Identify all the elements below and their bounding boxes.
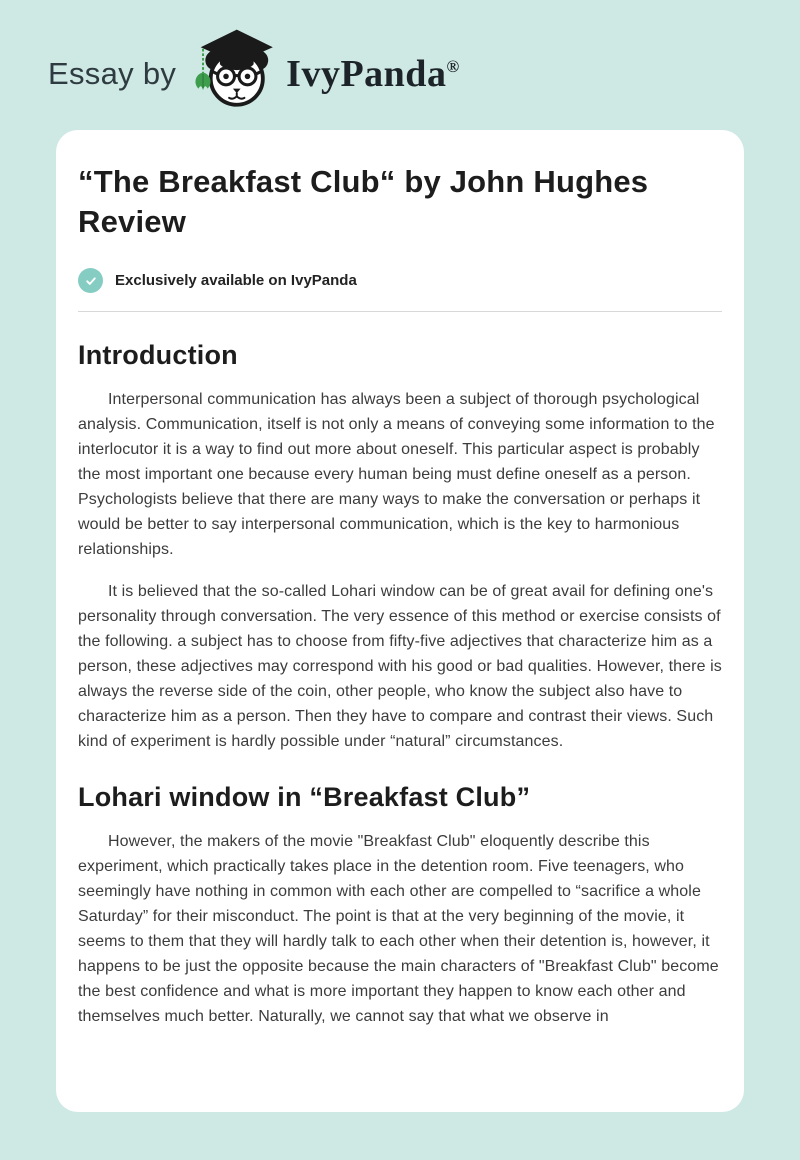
check-icon <box>78 268 103 293</box>
paragraph: Interpersonal communication has always been a subject of thorough psychological analysis. Communication, itself is not only a means of conveying some information to the interlocutor it is a way to find out more about oneself. This particular aspect is probably the most important one because every human being must define oneself as a person. Psychologists believe that there are many ways to make the conversation or perhaps it would be better to say interpersonal communication, which is the key to harmonious relationships. <box>78 391 715 558</box>
availability-badge <box>78 268 722 293</box>
essay-card <box>56 130 744 1112</box>
section-heading-introduction: Introduction <box>78 340 238 370</box>
page-header <box>0 0 800 122</box>
brand-wordmark <box>286 52 459 96</box>
panda-graduate-icon <box>190 27 282 115</box>
paragraph: However, the makers of the movie "Breakfast Club" eloquently describe this experiment, which practically takes place in the detention room. Five teenagers, who seemingly have nothing in common with each other are compelled to “sacrifice a whole Saturday” for their misconduct. The point is that at the very beginning of the movie, it seems to them that they will hardly talk to each other when their detention is, however, it happens to be just the opposite because the main characters of "Breakfast Club" become the best confidence and what is more important they happen to know each other and themselves much better. Naturally, we cannot say that what we observe in <box>78 833 719 1025</box>
paragraph: It is believed that the so-called Lohari window can be of great avail for defining one's personality through conversation. The very essence of this method or exercise consists of the following. a subject has to choose from fifty-five adjectives that characterize him as a person, these adjectives may correspond with his good or bad qualities. However, there is always the reverse side of the coin, other people, who know the subject also have to characterize him as a person. Then they have to compare and contrast their views. Such kind of experiment is hardly possible under “natural” circumstances. <box>78 583 722 750</box>
section-heading-lohari-window: Lohari window in “Breakfast Club” <box>78 782 531 812</box>
brand-name: IvyPanda <box>286 53 447 95</box>
essay-title: “The Breakfast Club“ by John Hughes Review <box>78 164 649 239</box>
availability-label: Exclusively available on IvyPanda <box>115 272 357 289</box>
divider <box>78 311 722 312</box>
essay-by-label: Essay by <box>48 56 177 91</box>
registered-trademark: ® <box>446 57 460 76</box>
